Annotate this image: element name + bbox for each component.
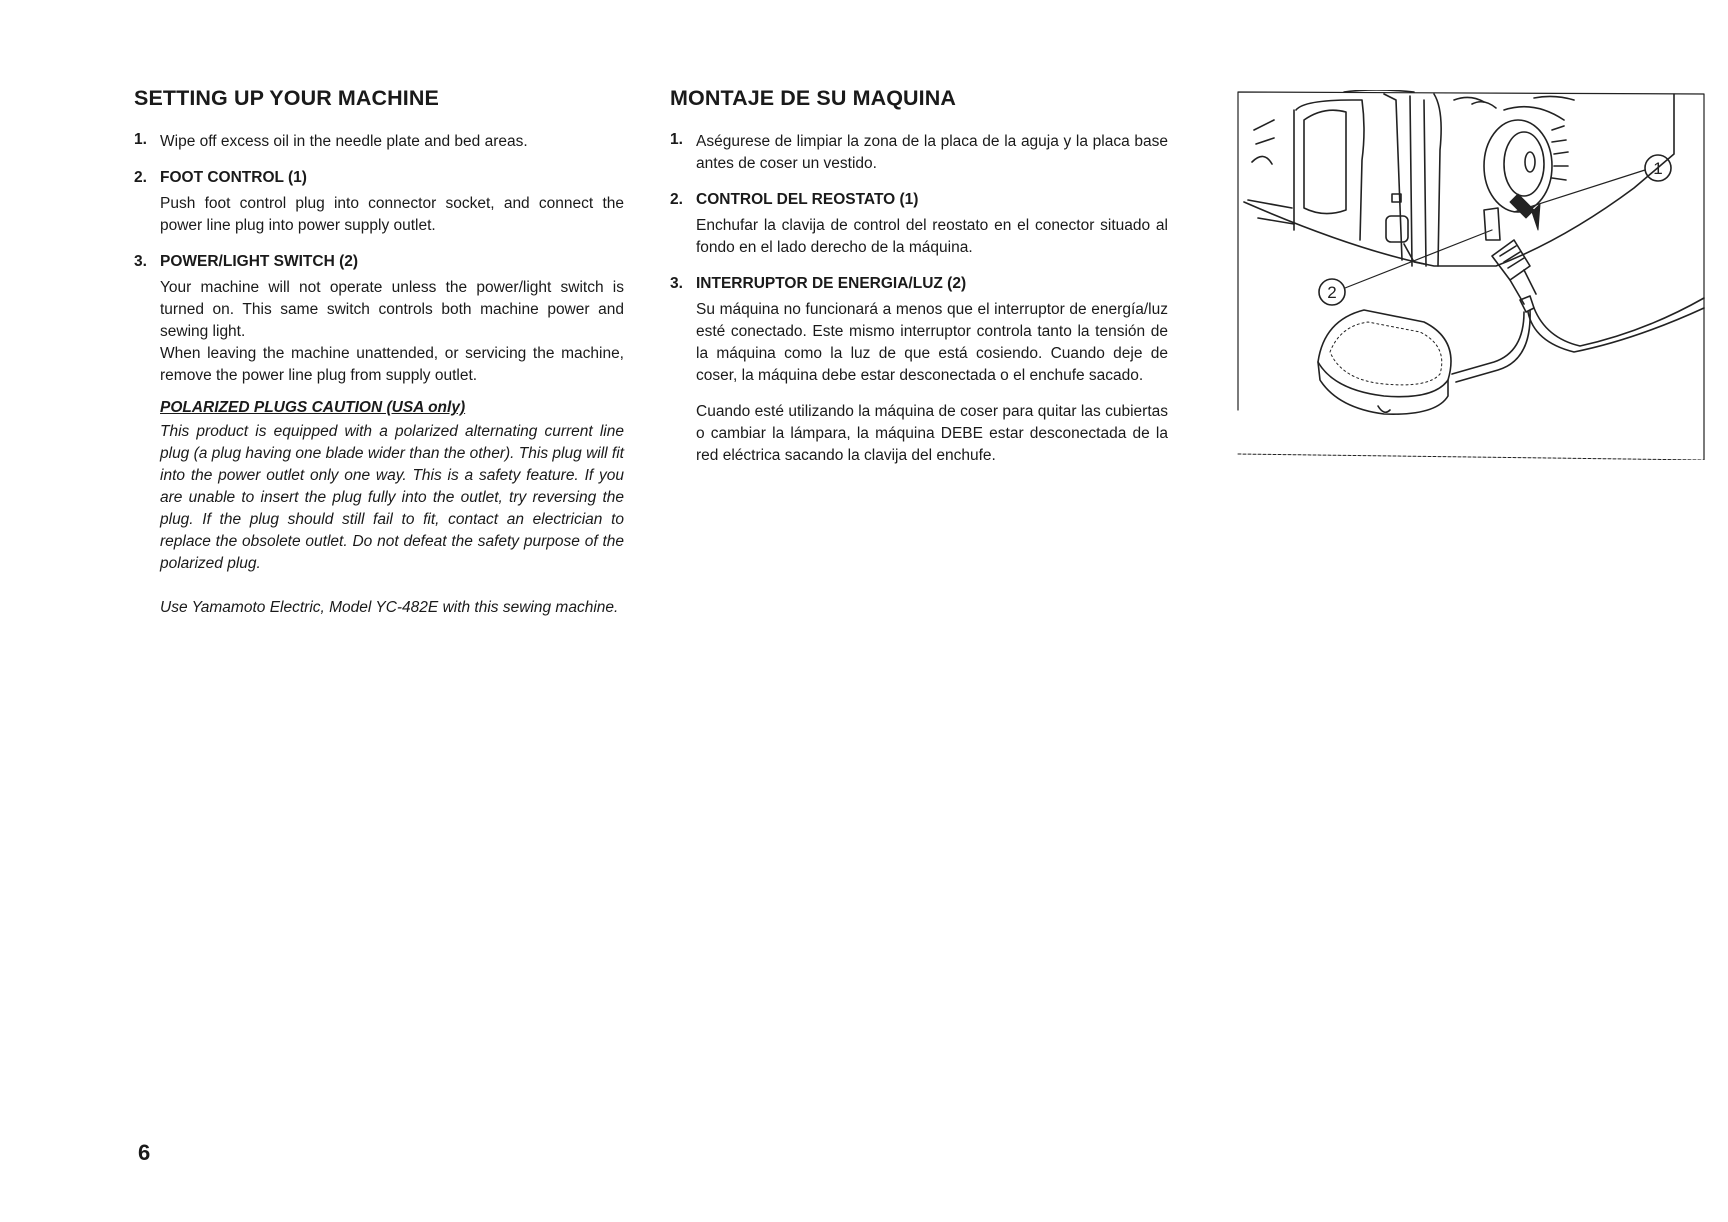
power-cords xyxy=(1452,298,1704,382)
english-step-3 xyxy=(134,253,624,619)
caution-text: This product is equipped with a polarized alternating current line plug (a plug having one blade wider than the other). This plug will fit into the power outlet only one way. This is a safety feature. If you are unable to insert the plug fully into the outlet, try reversing the plug. If the plug should still fail to fit, contact an electrician to replace the obsolete outlet. Do not defeat the safety purpose of the polarized plug. xyxy=(160,423,624,572)
spanish-step-1 xyxy=(670,131,1168,175)
spanish-column xyxy=(670,86,1168,483)
figure-frame-bottom xyxy=(1238,454,1704,460)
foot-control-pedal xyxy=(1318,310,1451,414)
spanish-step-2 xyxy=(670,191,1168,259)
step-number: 3. xyxy=(134,253,147,270)
step-paragraph: Your machine will not operate unless the power/light switch is turned on. This same switch controls both machine power and sewing light. xyxy=(160,279,624,340)
callout-2-label: 2 xyxy=(1327,283,1337,302)
step-text: Enchufar la clavija de control del reostato en el conector situado al fondo en el lado derecho de la máquina. xyxy=(696,217,1168,256)
english-step-2 xyxy=(134,169,624,237)
step-text: Wipe off excess oil in the needle plate and bed areas. xyxy=(160,133,528,150)
step-title: POWER/LIGHT SWITCH (2) xyxy=(160,253,359,270)
english-step-1 xyxy=(134,131,624,153)
figure-frame xyxy=(1238,92,1704,460)
step-paragraph: Su máquina no funcionará a menos que el interruptor de energía/luz esté conectado. Este mismo interruptor controla tanto la tensión de la máquina como la luz de que está cosiendo. Cuando deje de coser, la máquina debe estar desconectada o el enchufe sacado. xyxy=(696,301,1168,384)
adapter-note: Use Yamamoto Electric, Model YC-482E with this sewing machine. xyxy=(160,599,619,616)
step-text: Push foot control plug into connector socket, and connect the power line plug into power supply outlet. xyxy=(160,195,624,234)
step-number: 3. xyxy=(670,275,683,292)
step-text: Aségurese de limpiar la zona de la placa de la aguja y la placa base antes de coser un vestido. xyxy=(696,133,1168,172)
spanish-heading: MONTAJE DE SU MAQUINA xyxy=(670,86,956,110)
sewing-machine-body xyxy=(1244,90,1674,266)
step-title: CONTROL DEL REOSTATO (1) xyxy=(696,191,919,208)
machine-setup-drawing xyxy=(1234,90,1708,460)
english-heading: SETTING UP YOUR MACHINE xyxy=(134,86,439,110)
step-text xyxy=(696,299,1168,467)
step-paragraph: Cuando esté utilizando la máquina de coser para quitar las cubiertas o cambiar la lámpara, la máquina DEBE estar desconectada de la red eléctrica sacando la clavija del enchufe. xyxy=(696,403,1168,464)
step-title: INTERRUPTOR DE ENERGIA/LUZ (2) xyxy=(696,275,967,292)
page-number: 6 xyxy=(138,1140,151,1165)
step-paragraph: When leaving the machine unattended, or servicing the machine, remove the power line plug from supply outlet. xyxy=(160,345,624,384)
step-number: 2. xyxy=(670,191,683,208)
setup-illustration xyxy=(1234,90,1708,460)
step-title: FOOT CONTROL (1) xyxy=(160,169,307,186)
caution-title: POLARIZED PLUGS CAUTION (USA only) xyxy=(160,399,466,416)
step-number: 1. xyxy=(134,131,147,148)
step-number: 2. xyxy=(134,169,147,186)
english-column xyxy=(134,86,624,635)
power-plug xyxy=(1492,240,1536,312)
spanish-step-3 xyxy=(670,275,1168,467)
polarized-plug-caution xyxy=(160,399,624,575)
step-text xyxy=(160,277,624,387)
callout-1-label: 1 xyxy=(1653,159,1663,178)
step-number: 1. xyxy=(670,131,683,148)
